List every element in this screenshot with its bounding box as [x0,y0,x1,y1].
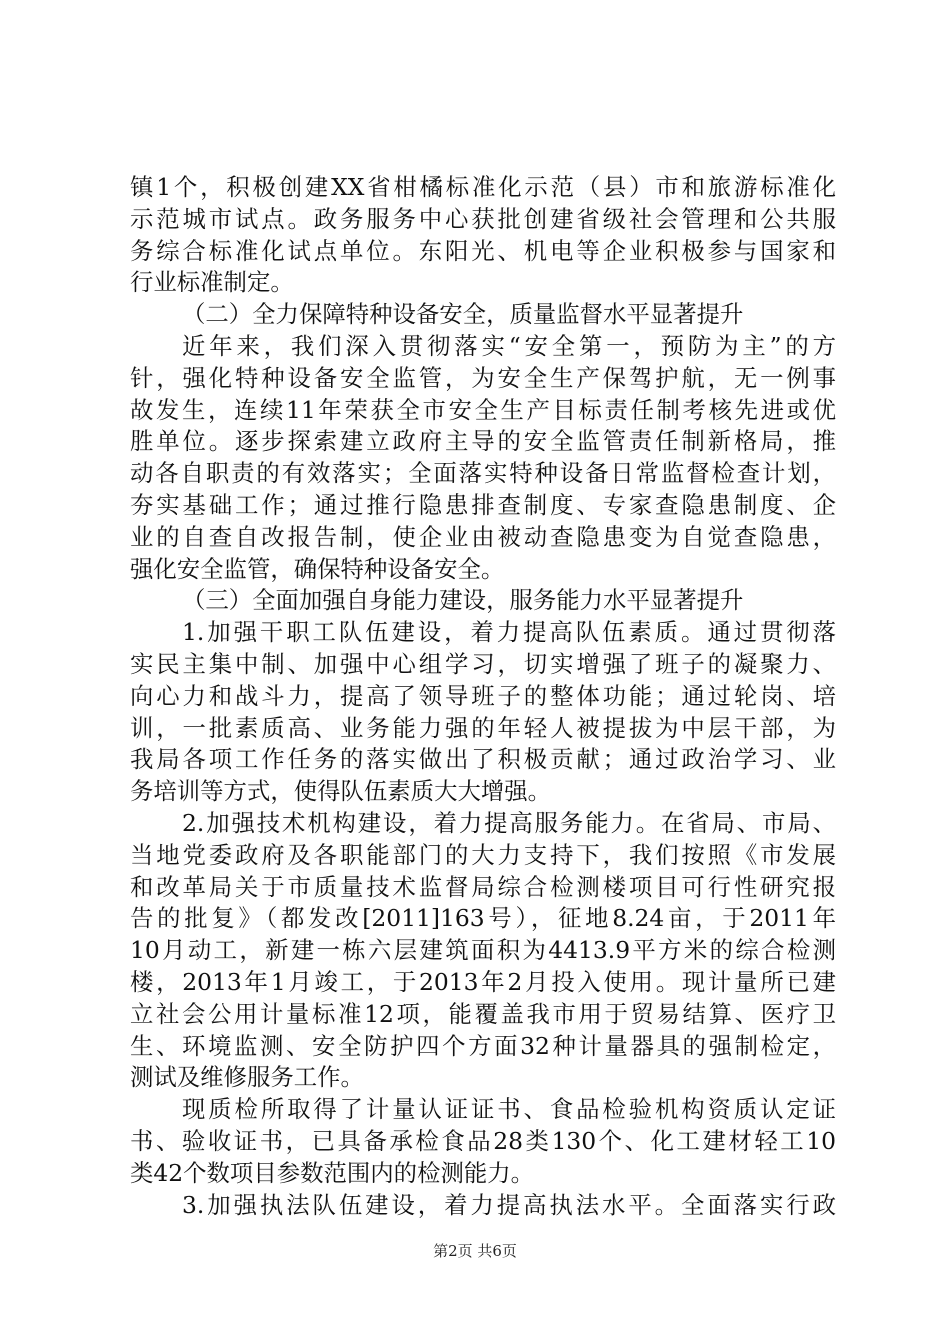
text-line: 楼，2013年1月竣工，于2013年2月投入使用。现计量所已建 [130,967,836,996]
text-line: 胜单位。逐步探索建立政府主导的安全监管责任制新格局，推 [130,427,836,456]
text-line: 训，一批素质高、业务能力强的年轻人被提拔为中层干部，为 [130,713,836,742]
text-line: 1.加强干职工队伍建设，着力提高队伍素质。通过贯彻落 [182,618,836,647]
text-line: 立社会公用计量标准12项，能覆盖我市用于贸易结算、医疗卫 [130,999,836,1028]
text-line: 务培训等方式，使得队伍素质大大增强。 [130,777,552,806]
text-line: 强化安全监管，确保特种设备安全。 [130,554,505,583]
text-line: 行业标准制定。 [130,268,294,297]
text-line: 2.加强技术机构建设，着力提高服务能力。在省局、市局、 [182,808,836,837]
text-line: （三）全面加强自身能力建设，服务能力水平显著提升 [182,586,744,615]
document-body [130,172,836,1221]
text-line: 当地党委政府及各职能部门的大力支持下，我们按照《市发展 [130,840,836,869]
text-line: 夯实基础工作；通过推行隐患排查制度、专家查隐患制度、企 [130,490,836,519]
text-line: 镇1个，积极创建XX省柑橘标准化示范（县）市和旅游标准化 [130,173,836,201]
text-line: 10月动工，新建一栋六层建筑面积为4413.9平方米的综合检测 [130,936,836,965]
text-line: 类42个数项目参数范围内的检测能力。 [130,1158,535,1187]
text-line: 动各自职责的有效落实；全面落实特种设备日常监督检查计划， [130,459,836,488]
text-line: 3.加强执法队伍建设，着力提高执法水平。全面落实行政 [182,1190,836,1219]
text-line: 务综合标准化试点单位。东阳光、机电等企业积极参与国家和 [130,236,836,265]
text-line: 现质检所取得了计量认证证书、食品检验机构资质认定证 [182,1095,836,1124]
text-line: 实民主集中制、加强中心组学习，切实增强了班子的凝聚力、 [130,649,836,678]
text-line: 示范城市试点。政务服务中心获批创建省级社会管理和公共服 [130,204,836,233]
text-line: 向心力和战斗力，提高了领导班子的整体功能；通过轮岗、培 [130,681,836,710]
text-line: 告的批复》（都发改[2011]163号），征地8.24亩，于2011年 [130,904,836,933]
text-line: 故发生，连续11年荣获全市安全生产目标责任制考核先进或优 [130,395,836,424]
page-footer: 第2页 共6页 [433,1242,517,1260]
text-line: 书、验收证书，已具备承检食品28类130个、化工建材轻工10 [130,1126,836,1155]
text-line: 生、环境监测、安全防护四个方面32种计量器具的强制检定， [130,1031,836,1060]
text-line: 针，强化特种设备安全监管，为安全生产保驾护航，无一例事 [130,363,836,392]
text-line: 和改革局关于市质量技术监督局综合检测楼项目可行性研究报 [130,872,836,901]
text-line: （二）全力保障特种设备安全，质量监督水平显著提升 [182,300,744,329]
text-line: 业的自查自改报告制，使企业由被动查隐患变为自觉查隐患， [130,522,836,551]
text-line: 测试及维修服务工作。 [130,1063,364,1092]
text-line: 近年来，我们深入贯彻落实“安全第一，预防为主”的方 [182,331,836,360]
text-line: 我局各项工作任务的落实做出了积极贡献；通过政治学习、业 [130,745,836,774]
